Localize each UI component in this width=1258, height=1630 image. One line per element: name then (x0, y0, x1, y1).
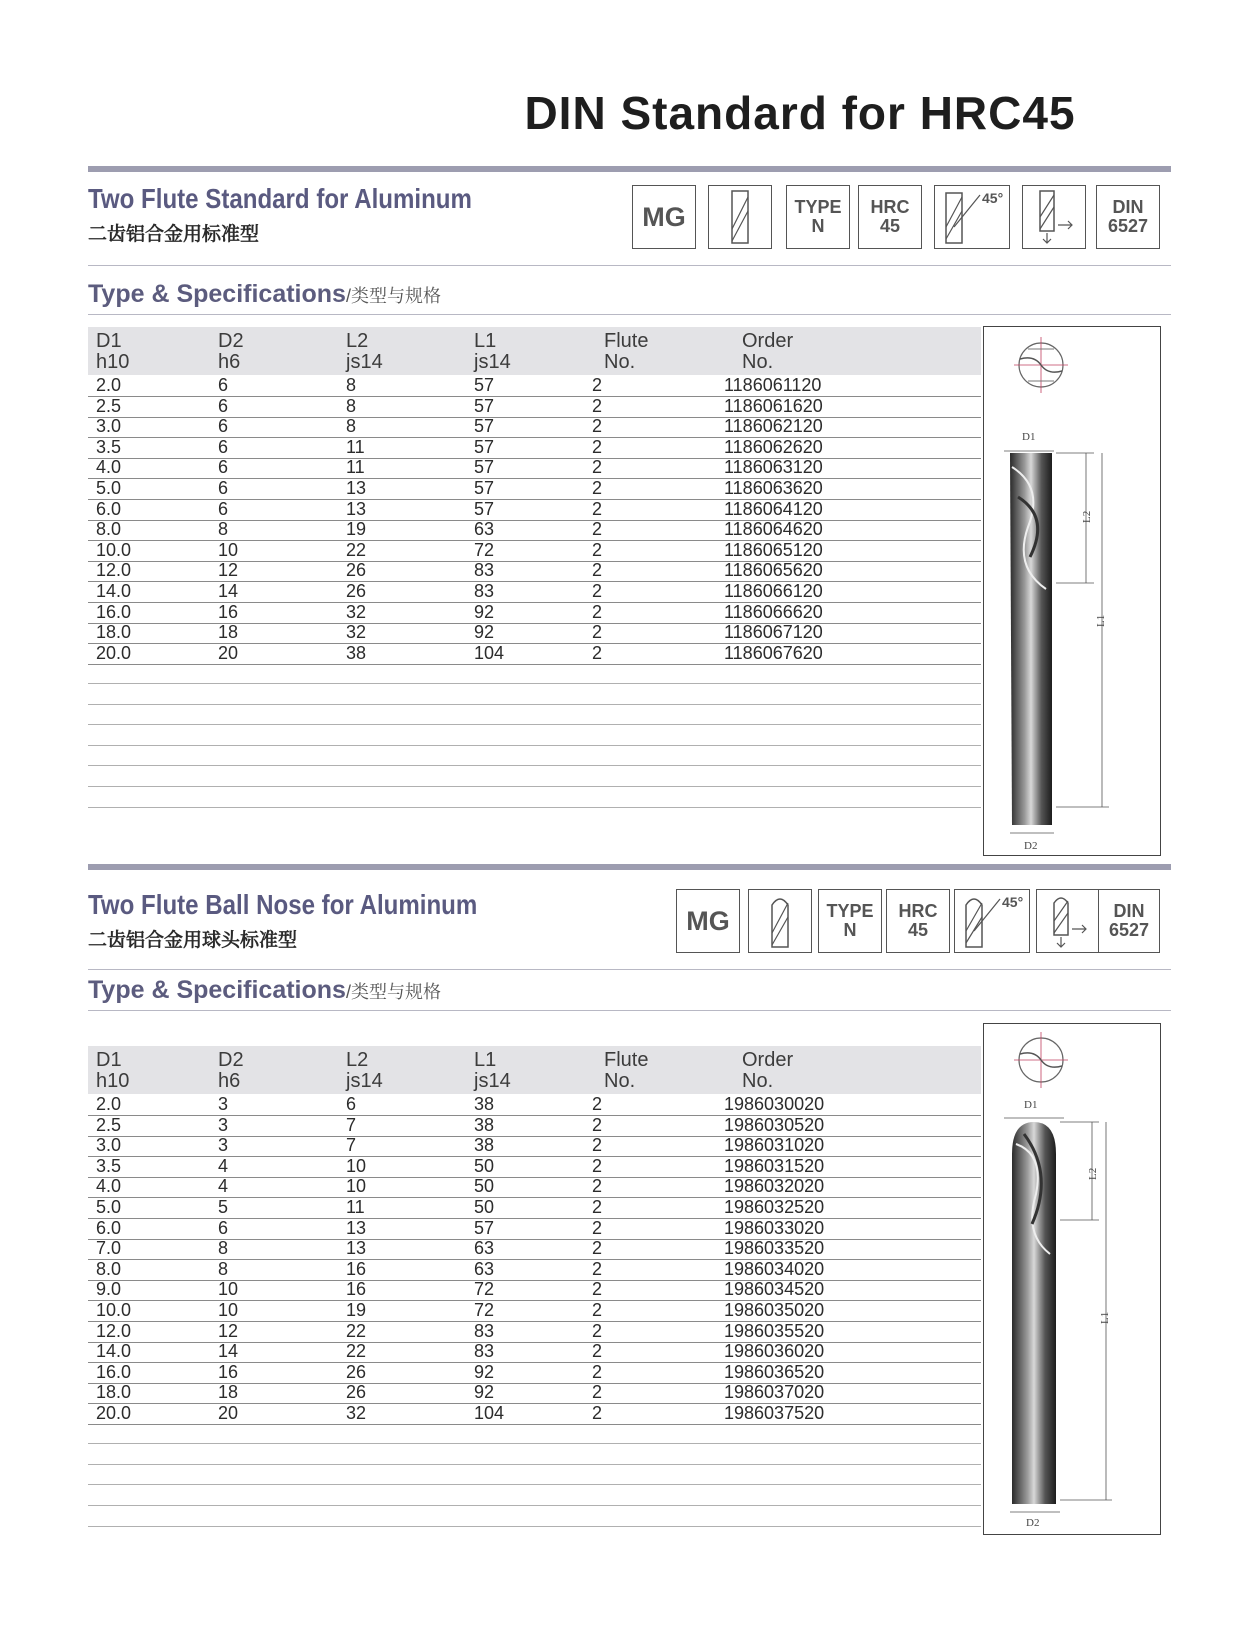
table-cell: 4.0 (96, 1176, 122, 1197)
table-cell: 4 (218, 1176, 229, 1197)
spec-title: Type & Specifications (88, 976, 346, 1004)
table-cell: 57 (474, 375, 495, 395)
table-row (88, 1403, 981, 1425)
table-cell: 20 (218, 1403, 239, 1423)
plunge-side-cut-icon (1022, 185, 1086, 249)
section2-title-cn: 二齿铝合金用球头标准型 (88, 930, 298, 951)
header-flute: Flute No. (604, 1049, 649, 1092)
table-cell: 14 (218, 1341, 239, 1362)
table-cell: 19 (346, 1300, 367, 1320)
table-cell: 12.0 (96, 560, 132, 581)
table-row (88, 602, 981, 624)
table-cell: 50 (474, 1176, 495, 1197)
table-cell: 18.0 (96, 1382, 132, 1403)
table-cell: 1986035520 (724, 1320, 825, 1341)
table-cell: 38 (346, 642, 367, 663)
table-cell: 1186064120 (724, 498, 823, 519)
table-cell: 2 (592, 1300, 603, 1320)
table-header (88, 1046, 981, 1094)
table-cell: 57 (474, 1217, 495, 1238)
table-cell: 2.0 (96, 1094, 122, 1114)
table-cell: 8 (346, 416, 357, 437)
l2-label: L2 (1087, 1167, 1099, 1180)
table-cell: 11 (346, 457, 365, 478)
header-d2: D2 h6 (218, 330, 244, 373)
din-standard-icon (1096, 185, 1160, 249)
table-cell: 1186061120 (724, 375, 822, 395)
table-cell: 6 (218, 1217, 229, 1238)
table-cell: 18 (218, 1382, 239, 1403)
spec-table (88, 1046, 981, 1536)
table-cell: 92 (474, 1382, 495, 1403)
table-cell: 1986031020 (724, 1135, 825, 1156)
table-cell: 6 (218, 395, 229, 416)
table-cell: 2 (592, 1258, 603, 1279)
table-cell: 8 (346, 375, 357, 395)
table-cell: 2 (592, 1382, 603, 1403)
table-cell: 1186065120 (724, 539, 823, 560)
table-row (88, 581, 981, 603)
table-cell: 16.0 (96, 1361, 132, 1382)
table-cell: 2 (592, 560, 603, 581)
table-cell: 92 (474, 1361, 495, 1382)
empty-table-line (88, 765, 981, 766)
table-cell: 57 (474, 498, 495, 519)
table-cell: 3.0 (96, 1135, 122, 1156)
empty-table-line (88, 1526, 981, 1527)
table-cell: 2 (592, 1279, 603, 1300)
page-title: DIN Standard for HRC45 (524, 87, 1076, 139)
table-cell: 10.0 (96, 1300, 132, 1320)
table-cell: 6 (218, 436, 229, 457)
table-cell: 5.0 (96, 478, 122, 498)
plunge-side-cut-icon (1036, 889, 1100, 953)
table-cell: 26 (346, 1361, 367, 1382)
table-cell: 16 (218, 601, 239, 622)
table-cell: 13 (346, 1238, 367, 1259)
table-row (88, 622, 981, 644)
table-cell: 1986030020 (724, 1094, 825, 1114)
table-row (88, 1321, 981, 1343)
table-cell: 1986035020 (724, 1300, 825, 1320)
divider (88, 1010, 1171, 1011)
d2-label: D2 (1024, 840, 1038, 852)
empty-table-line (88, 683, 981, 684)
table-row (88, 1238, 981, 1260)
section-divider (88, 166, 1171, 172)
table-row (88, 1259, 981, 1281)
table-cell: 57 (474, 436, 495, 457)
table-row (88, 1341, 981, 1363)
table-cell: 2 (592, 1238, 603, 1259)
table-cell: 2 (592, 395, 603, 416)
table-cell: 1186063120 (724, 457, 823, 478)
table-cell: 2 (592, 478, 603, 498)
table-cell: 1986033520 (724, 1238, 825, 1259)
empty-table-line (88, 704, 981, 705)
table-cell: 16.0 (96, 601, 132, 622)
table-cell: 2 (592, 1361, 603, 1382)
header-l1: L1 js14 (474, 1049, 511, 1092)
l1-label: L1 (1099, 1311, 1111, 1324)
table-cell: 6 (218, 375, 229, 395)
table-cell: 8 (218, 1258, 229, 1279)
table-cell: 2.0 (96, 375, 122, 395)
table-cell: 63 (474, 519, 495, 540)
section1-title-cn: 二齿铝合金用标准型 (88, 224, 260, 245)
empty-table-line (88, 1464, 981, 1465)
table-cell: 57 (474, 395, 495, 416)
table-cell: 20 (218, 642, 239, 663)
table-cell: 1986034520 (724, 1279, 825, 1300)
table-cell: 72 (474, 1300, 495, 1320)
flat-end-mill-icon (708, 185, 772, 249)
table-row (88, 478, 981, 500)
din-standard-icon (1098, 889, 1160, 953)
table-cell: 92 (474, 601, 495, 622)
table-cell: 3.5 (96, 436, 122, 457)
table-cell: 22 (346, 539, 367, 560)
table-cell: 18.0 (96, 622, 132, 643)
table-row (88, 396, 981, 418)
table-cell: 2 (592, 1176, 603, 1197)
din-value: 6527 (1108, 920, 1150, 940)
table-cell: 1986037520 (724, 1403, 825, 1423)
header-d1: D1 h10 (96, 1049, 130, 1092)
hrc-label: HRC (870, 197, 910, 218)
table-cell: 14.0 (96, 1341, 132, 1362)
helix-angle-icon (934, 185, 1010, 249)
table-cell: 26 (346, 560, 367, 581)
table-cell: 1186063620 (724, 478, 823, 498)
hrc-value: 45 (879, 216, 901, 236)
table-cell: 2 (592, 601, 603, 622)
table-cell: 2 (592, 1197, 603, 1217)
divider (88, 969, 1171, 970)
table-cell: 2.5 (96, 395, 122, 416)
table-cell: 26 (346, 581, 367, 601)
table-cell: 1986032520 (724, 1197, 825, 1217)
table-header (88, 327, 981, 375)
table-cell: 20.0 (96, 1403, 132, 1423)
table-row (88, 499, 981, 521)
table-cell: 18 (218, 622, 239, 643)
table-cell: 2.5 (96, 1114, 122, 1135)
table-cell: 38 (474, 1135, 495, 1156)
table-cell: 32 (346, 601, 367, 622)
type-value: N (811, 216, 825, 236)
table-cell: 16 (346, 1279, 367, 1300)
header-l1: L1 js14 (474, 330, 511, 373)
table-row (88, 1094, 981, 1116)
divider (88, 265, 1171, 266)
mg-grade-icon (632, 185, 696, 249)
d2-label: D2 (1026, 1517, 1040, 1529)
table-cell: 2 (592, 1155, 603, 1176)
table-cell: 2 (592, 1403, 603, 1423)
table-cell: 1186066620 (724, 601, 823, 622)
table-cell: 1186061620 (724, 395, 823, 416)
hrc-45-icon (886, 889, 950, 953)
angle-label: 45° (1002, 894, 1024, 910)
table-cell: 6.0 (96, 1217, 122, 1238)
table-cell: 4.0 (96, 457, 122, 478)
table-cell: 12 (218, 1320, 239, 1341)
type-n-icon (786, 185, 850, 249)
table-cell: 5.0 (96, 1197, 122, 1217)
table-cell: 57 (474, 416, 495, 437)
header-order: Order No. (742, 330, 794, 373)
table-cell: 12 (218, 560, 239, 581)
table-row (88, 560, 981, 582)
table-cell: 1986036520 (724, 1361, 825, 1382)
table-cell: 3.0 (96, 416, 122, 437)
table-cell: 92 (474, 622, 495, 643)
header-l2: L2 js14 (346, 330, 383, 373)
table-cell: 1986033020 (724, 1217, 825, 1238)
table-cell: 3.5 (96, 1155, 122, 1176)
table-row (88, 1382, 981, 1404)
spec-title: Type & Specifications (88, 280, 346, 308)
empty-table-line (88, 786, 981, 787)
spec-title-cn: /类型与规格 (345, 982, 441, 1002)
mg-grade-icon (676, 889, 740, 953)
header-l2: L2 js14 (346, 1049, 383, 1092)
table-cell: 20.0 (96, 642, 132, 663)
hrc-label: HRC (898, 901, 938, 922)
table-cell: 1986030520 (724, 1114, 825, 1135)
ball-nose-icon (748, 889, 812, 953)
d1-label: D1 (1022, 431, 1036, 443)
spec-heading (88, 976, 441, 1005)
table-cell: 6 (346, 1094, 357, 1114)
table-cell: 2 (592, 519, 603, 540)
table-cell: 16 (346, 1258, 367, 1279)
table-cell: 32 (346, 1403, 367, 1423)
table-row (88, 1218, 981, 1240)
table-cell: 2 (592, 1135, 603, 1156)
table-cell: 8 (218, 519, 229, 540)
table-cell: 6 (218, 498, 229, 519)
spec-table (88, 327, 981, 807)
header-flute: Flute No. (604, 330, 649, 373)
table-cell: 2 (592, 436, 603, 457)
hrc-value: 45 (907, 920, 929, 940)
table-cell: 16 (218, 1361, 239, 1382)
table-cell: 7 (346, 1114, 357, 1135)
table-cell: 3 (218, 1094, 229, 1114)
table-cell: 1186062620 (724, 436, 823, 457)
table-cell: 14.0 (96, 581, 132, 601)
table-cell: 2 (592, 622, 603, 643)
table-cell: 57 (474, 457, 495, 478)
table-cell: 2 (592, 375, 603, 395)
table-cell: 1986037020 (724, 1382, 825, 1403)
table-cell: 50 (474, 1155, 495, 1176)
l1-label: L1 (1095, 614, 1107, 627)
table-row (88, 643, 981, 665)
table-cell: 2 (592, 1341, 603, 1362)
table-cell: 10 (218, 539, 239, 560)
table-cell: 9.0 (96, 1279, 122, 1300)
spec-heading (88, 280, 441, 309)
table-cell: 2 (592, 1217, 603, 1238)
table-row (88, 519, 981, 541)
empty-table-line (88, 724, 981, 725)
table-cell: 6 (218, 457, 229, 478)
table-cell: 22 (346, 1320, 367, 1341)
table-row (88, 1135, 981, 1157)
table-cell: 13 (346, 1217, 367, 1238)
din-label: DIN (1112, 197, 1144, 218)
din-label: DIN (1113, 901, 1145, 922)
table-cell: 1186065620 (724, 560, 823, 581)
empty-table-line (88, 1443, 981, 1444)
table-cell: 83 (474, 1341, 495, 1362)
table-cell: 10.0 (96, 539, 132, 560)
table-cell: 6.0 (96, 498, 122, 519)
tool-drawing-flat (983, 326, 1161, 856)
table-cell: 8.0 (96, 1258, 122, 1279)
table-cell: 83 (474, 560, 495, 581)
header-d2: D2 h6 (218, 1049, 244, 1092)
table-cell: 10 (346, 1176, 367, 1197)
table-cell: 1186066120 (724, 581, 823, 601)
din-value: 6527 (1107, 216, 1149, 236)
section1-title: Two Flute Standard for Aluminum (88, 183, 472, 214)
section-divider (88, 864, 1171, 870)
table-cell: 13 (346, 498, 367, 519)
helix-angle-icon (954, 889, 1030, 953)
table-cell: 2 (592, 642, 603, 663)
type-label: TYPE (794, 197, 842, 218)
type-label: TYPE (826, 901, 874, 922)
table-cell: 1186062120 (724, 416, 823, 437)
section2-title: Two Flute Ball Nose for Aluminum (88, 889, 478, 920)
table-cell: 1186064620 (724, 519, 823, 540)
table-row (88, 1115, 981, 1137)
table-cell: 8.0 (96, 519, 122, 540)
table-cell: 104 (474, 642, 505, 663)
table-row (88, 540, 981, 562)
table-cell: 2 (592, 581, 603, 601)
table-cell: 2 (592, 416, 603, 437)
table-row (88, 375, 981, 397)
l2-label: L2 (1081, 510, 1093, 523)
empty-table-line (88, 1505, 981, 1506)
table-cell: 6 (218, 478, 229, 498)
mg-label: MG (642, 201, 686, 232)
header-d1: D1 h10 (96, 330, 130, 373)
table-cell: 50 (474, 1197, 495, 1217)
table-cell: 2 (592, 1094, 603, 1114)
table-cell: 1986031520 (724, 1155, 825, 1176)
table-row (88, 1362, 981, 1384)
table-cell: 12.0 (96, 1320, 132, 1341)
table-cell: 1986032020 (724, 1176, 825, 1197)
table-cell: 1186067120 (724, 622, 823, 643)
spec-title-cn: /类型与规格 (345, 286, 441, 306)
table-cell: 6 (218, 416, 229, 437)
table-cell: 10 (218, 1300, 239, 1320)
table-cell: 2 (592, 498, 603, 519)
table-cell: 2 (592, 539, 603, 560)
table-cell: 8 (346, 395, 357, 416)
type-value: N (843, 920, 857, 940)
empty-table-line (88, 807, 981, 808)
mg-label: MG (686, 905, 730, 936)
table-cell: 2 (592, 1320, 603, 1341)
table-cell: 32 (346, 622, 367, 643)
table-cell: 26 (346, 1382, 367, 1403)
table-cell: 3 (218, 1114, 229, 1135)
table-row (88, 1197, 981, 1219)
table-cell: 4 (218, 1155, 229, 1176)
table-cell: 72 (474, 539, 495, 560)
table-cell: 7 (346, 1135, 357, 1156)
table-cell: 22 (346, 1341, 367, 1362)
table-row (88, 1279, 981, 1301)
table-cell: 38 (474, 1114, 495, 1135)
table-cell: 83 (474, 1320, 495, 1341)
table-cell: 3 (218, 1135, 229, 1156)
table-cell: 5 (218, 1197, 229, 1217)
table-cell: 83 (474, 581, 495, 601)
table-row (88, 437, 981, 459)
table-cell: 1986034020 (724, 1258, 825, 1279)
table-row (88, 457, 981, 479)
table-row (88, 1176, 981, 1198)
table-cell: 104 (474, 1403, 505, 1423)
divider (88, 314, 1171, 315)
table-cell: 11 (346, 436, 365, 457)
table-cell: 2 (592, 457, 603, 478)
d1-label: D1 (1024, 1099, 1038, 1111)
type-n-icon (818, 889, 882, 953)
table-cell: 11 (346, 1197, 365, 1217)
table-row (88, 1300, 981, 1322)
table-cell: 19 (346, 519, 367, 540)
table-cell: 10 (218, 1279, 239, 1300)
hrc-45-icon (858, 185, 922, 249)
table-row (88, 416, 981, 438)
table-cell: 7.0 (96, 1238, 122, 1259)
table-cell: 63 (474, 1238, 495, 1259)
table-cell: 10 (346, 1155, 367, 1176)
table-cell: 57 (474, 478, 495, 498)
angle-label: 45° (982, 190, 1004, 206)
table-cell: 1986036020 (724, 1341, 825, 1362)
table-cell: 63 (474, 1258, 495, 1279)
table-cell: 38 (474, 1094, 495, 1114)
empty-table-line (88, 1484, 981, 1485)
table-cell: 8 (218, 1238, 229, 1259)
table-cell: 2 (592, 1114, 603, 1135)
tool-drawing-ball-nose (983, 1023, 1161, 1535)
table-cell: 1186067620 (724, 642, 823, 663)
table-cell: 14 (218, 581, 239, 601)
table-cell: 72 (474, 1279, 495, 1300)
table-cell: 13 (346, 478, 367, 498)
empty-table-line (88, 745, 981, 746)
header-order: Order No. (742, 1049, 794, 1092)
table-row (88, 1156, 981, 1178)
